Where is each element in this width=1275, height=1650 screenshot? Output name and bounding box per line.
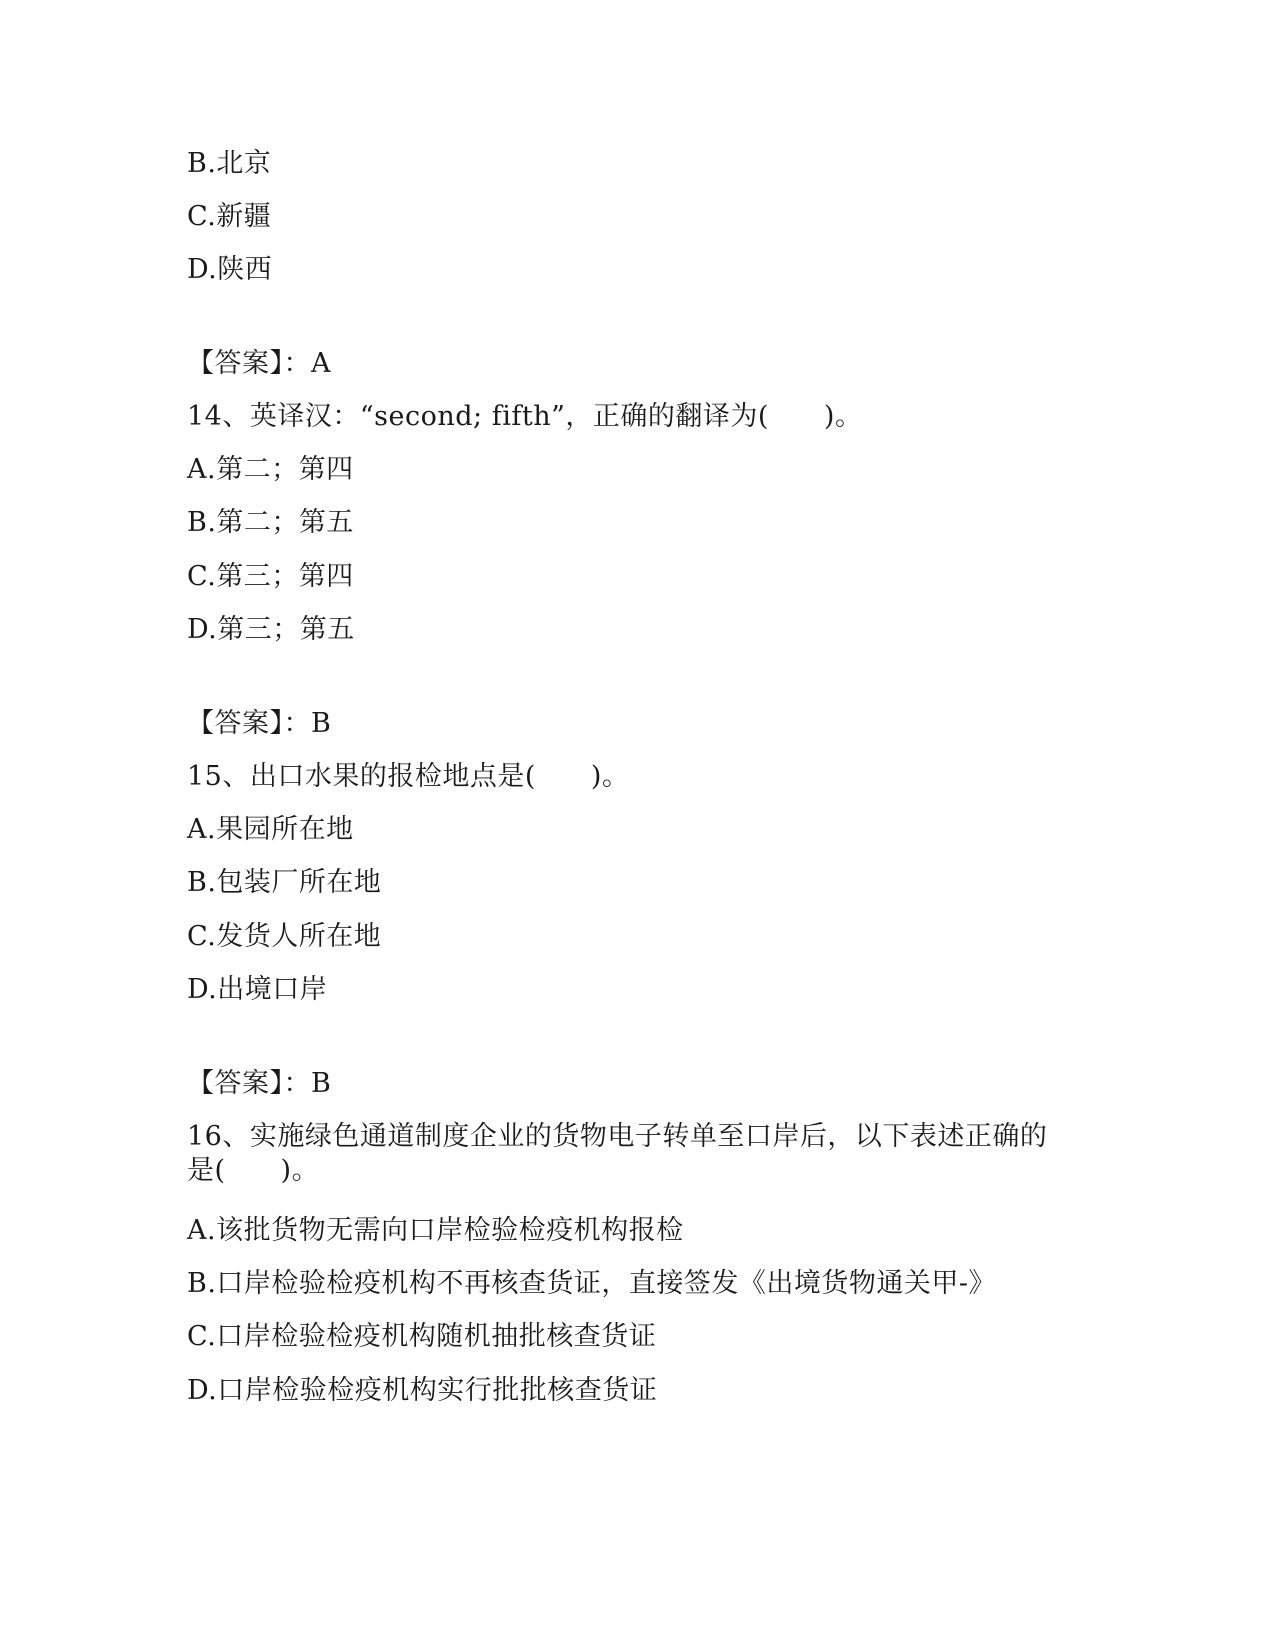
- q15-option-c: C.发货人所在地: [187, 921, 382, 952]
- q14-option-b: B.第二；第五: [187, 507, 354, 538]
- q15-option-d: D.出境口岸: [187, 974, 328, 1005]
- q14-stem: 14、英译汉：“second; fifth”，正确的翻译为( )。: [187, 401, 863, 432]
- q16-option-b: B.口岸检验检疫机构不再核查货证，直接签发《出境货物通关甲-》: [187, 1268, 997, 1299]
- q16-option-a: A.该批货物无需向口岸检验检疫机构报检: [187, 1215, 684, 1246]
- q15-answer: 【答案】：B: [187, 1068, 332, 1099]
- q14-option-d: D.第三；第五: [187, 614, 355, 645]
- q16-stem: 16、实施绿色通道制度企业的货物电子转单至口岸后，以下表述正确的是( )。: [187, 1121, 1048, 1186]
- q14-option-c: C.第三；第四: [187, 561, 354, 592]
- q13-option-b: B.北京: [187, 148, 272, 179]
- q13-option-d: D.陕西: [187, 254, 273, 285]
- q13-answer: 【答案】：A: [187, 348, 331, 379]
- q14-option-a: A.第二；第四: [187, 454, 354, 485]
- q15-option-b: B.包装厂所在地: [187, 867, 382, 898]
- q15-option-a: A.果园所在地: [187, 814, 354, 845]
- q16-option-c: C.口岸检验检疫机构随机抽批核查货证: [187, 1321, 657, 1352]
- q14-answer: 【答案】：B: [187, 708, 332, 739]
- q13-option-c: C.新疆: [187, 201, 272, 232]
- q16-option-d: D.口岸检验检疫机构实行批批核查货证: [187, 1375, 658, 1406]
- q15-stem: 15、出口水果的报检地点是( )。: [187, 761, 630, 792]
